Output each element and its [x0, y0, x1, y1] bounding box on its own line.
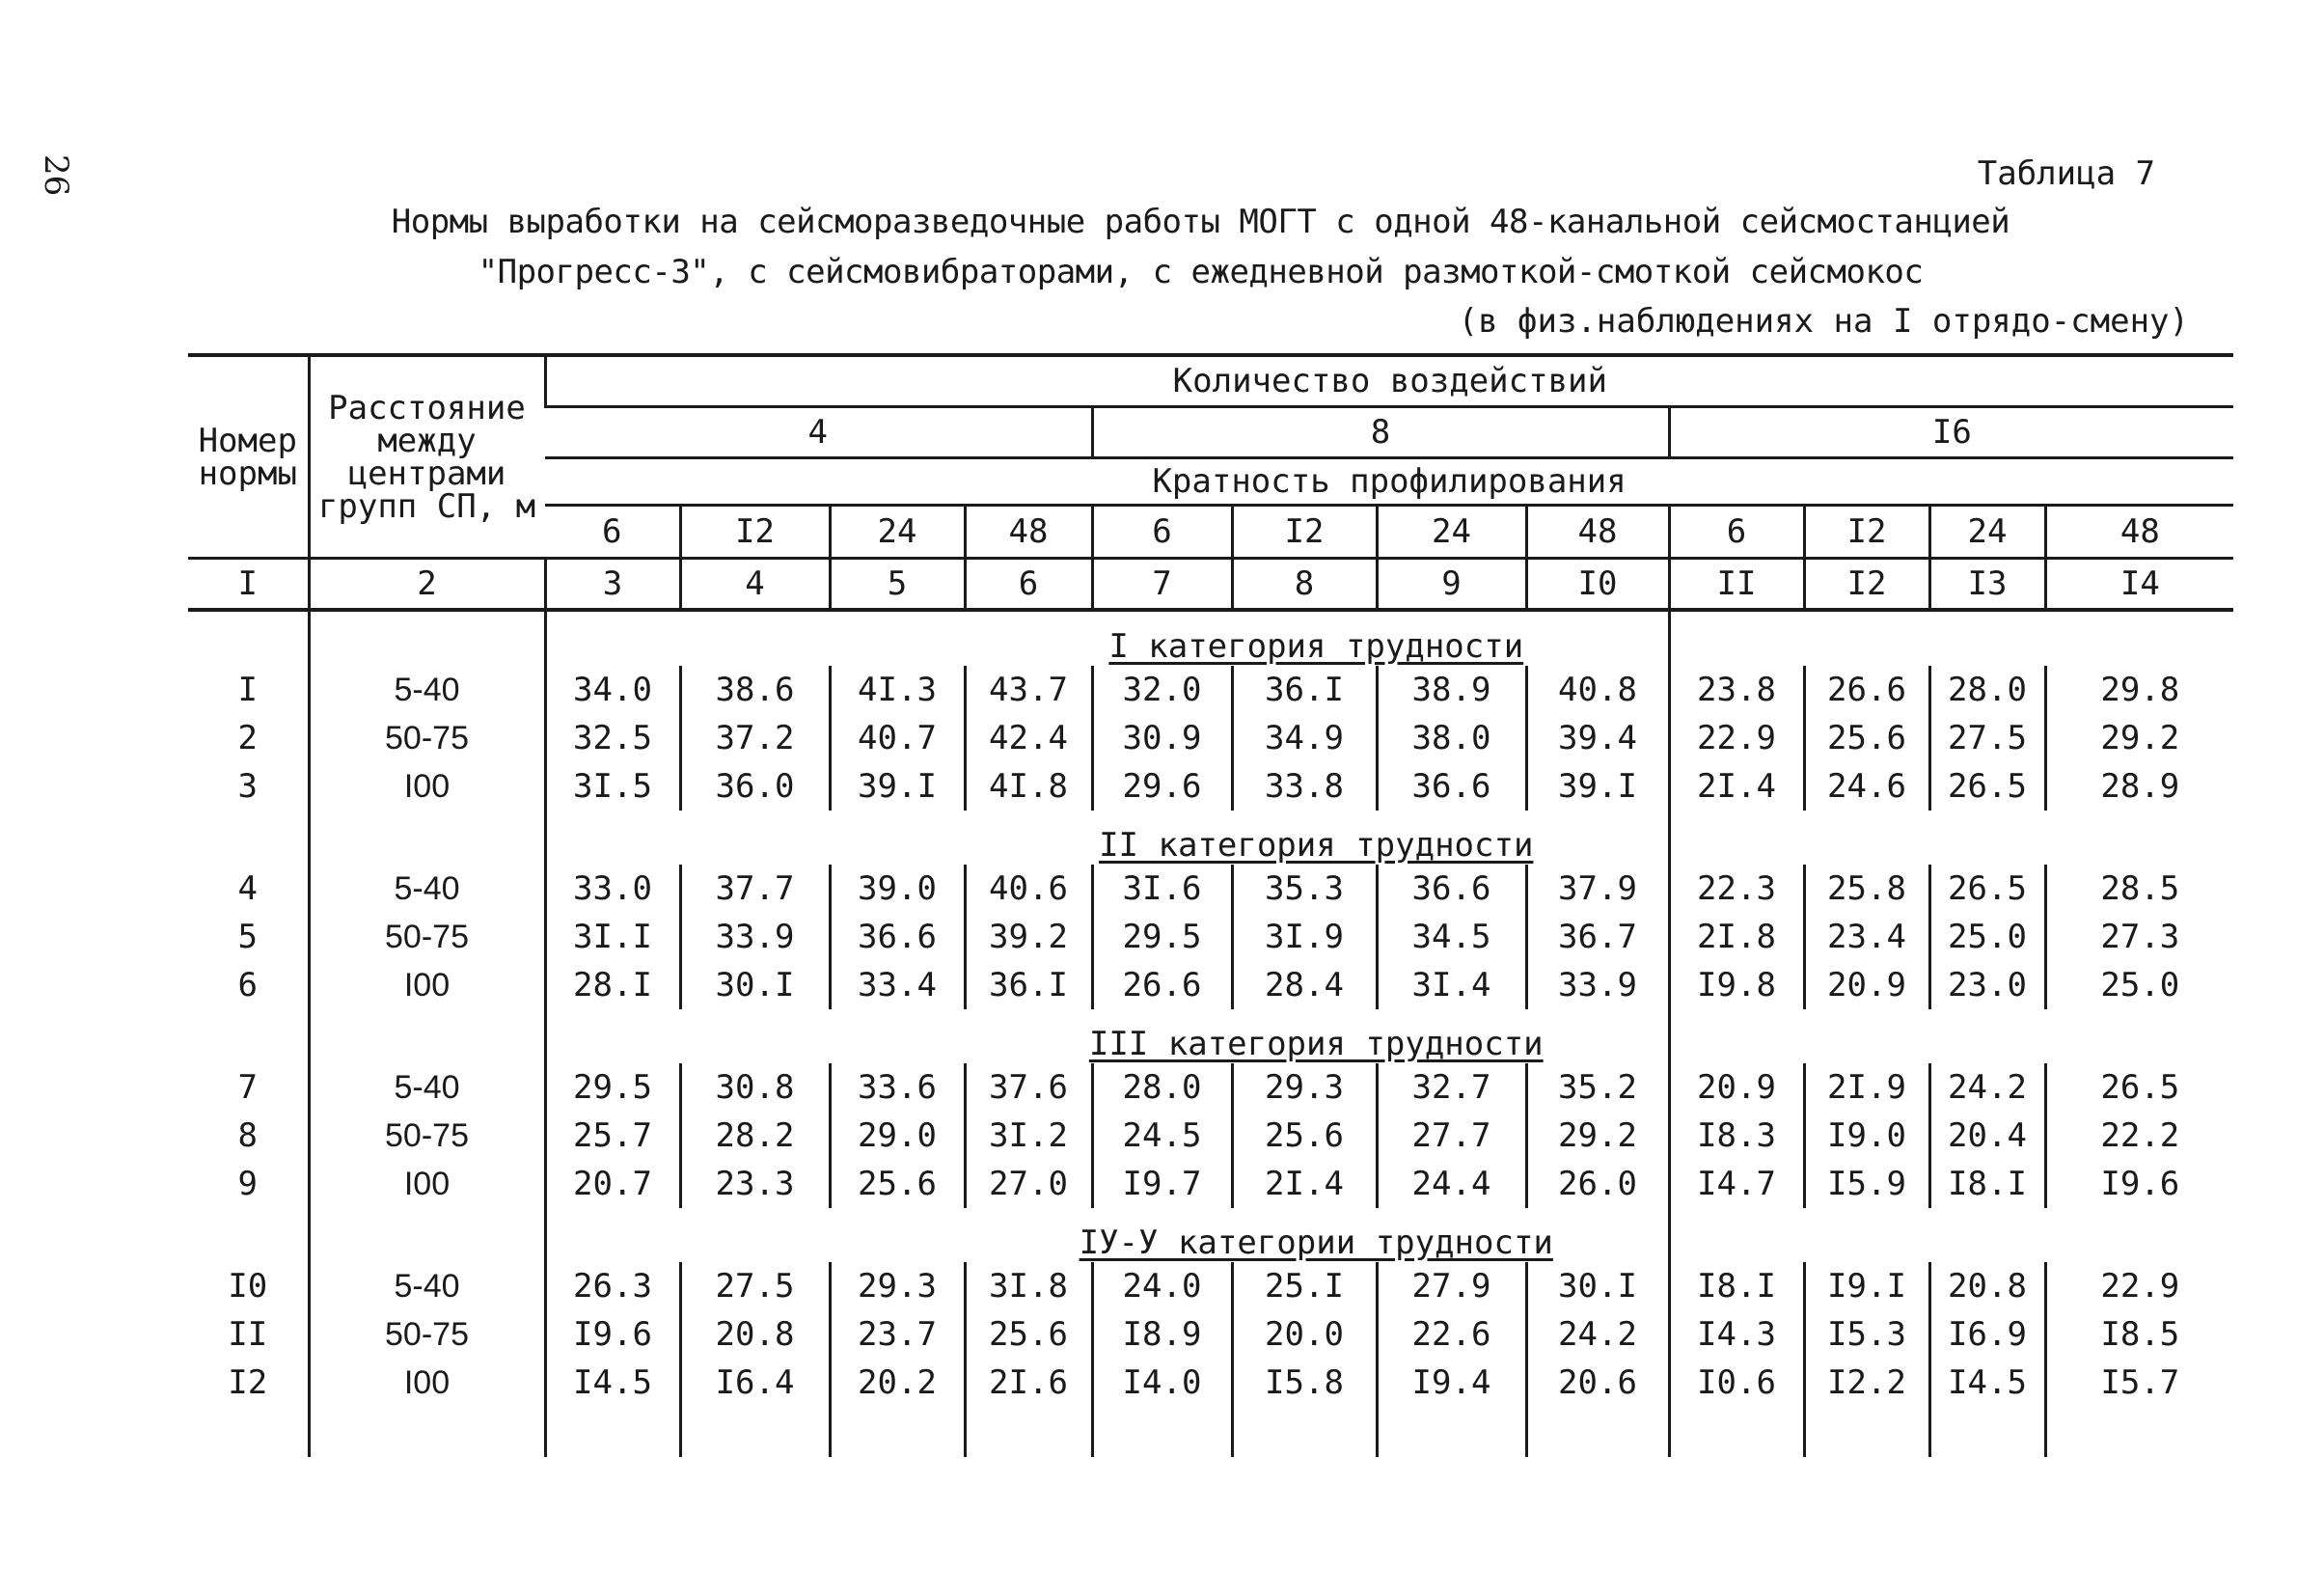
value-cell: 29.3	[830, 1262, 965, 1310]
value-cell: 29.2	[2045, 714, 2233, 762]
value-cell: 34.9	[1232, 714, 1377, 762]
category-spacer	[1669, 1208, 2233, 1262]
value-cell: 29.5	[1092, 913, 1232, 961]
value-cell: 25.6	[965, 1310, 1092, 1359]
value-cell: 27.3	[2045, 913, 2233, 961]
distance-cell: I00	[309, 1160, 545, 1208]
category-label: III категория трудности	[1088, 1025, 1544, 1063]
value-cell: 28.9	[2045, 762, 2233, 811]
value-cell: 26.3	[545, 1262, 680, 1310]
value-cell: I8.3	[1669, 1112, 1804, 1160]
value-cell: 20.7	[545, 1160, 680, 1208]
value-cell: 24.6	[1804, 762, 1929, 811]
multiplicity-header-cell: 6	[1669, 506, 1804, 559]
norm-number-cell: 7	[237, 1068, 258, 1107]
tail-cell	[680, 1407, 830, 1457]
value-cell: 35.3	[1232, 865, 1377, 913]
value-cell: 20.9	[1804, 961, 1929, 1009]
category-spacer	[545, 1208, 965, 1262]
value-cell: I4.5	[1929, 1359, 2045, 1407]
norm-number-cell: 8	[237, 1116, 258, 1155]
value-cell: 20.8	[1929, 1262, 2045, 1310]
column-number-cell: 7	[1092, 559, 1232, 611]
category-spacer	[188, 610, 309, 666]
value-cell: 27.5	[1929, 714, 2045, 762]
multiplicity-header-cell: 24	[1929, 506, 2045, 559]
category-label: I категория трудности	[1108, 627, 1524, 666]
category-spacer	[1669, 811, 2233, 865]
distance-cell: 5-40	[309, 1262, 545, 1310]
value-cell: 43.7	[965, 666, 1092, 714]
value-cell: 40.6	[965, 865, 1092, 913]
value-cell: I8.I	[1929, 1160, 2045, 1208]
column-number-cell: I2	[1804, 559, 1929, 611]
value-cell: 4I.3	[830, 666, 965, 714]
value-cell: 2I.4	[1232, 1160, 1377, 1208]
tail-cell	[545, 1407, 680, 1457]
value-cell: 29.5	[545, 1063, 680, 1112]
column-number-cell: 3	[545, 559, 680, 611]
tail-cell	[2045, 1407, 2233, 1457]
value-cell: 29.0	[830, 1112, 965, 1160]
category-label: IУ-У категории трудности	[1079, 1224, 1553, 1262]
value-cell: 24.4	[1377, 1160, 1526, 1208]
value-cell: 36.6	[830, 913, 965, 961]
value-cell: 24.0	[1092, 1262, 1232, 1310]
category-row	[188, 1009, 2233, 1063]
table-tail-row	[188, 1407, 2233, 1457]
table-row	[188, 1262, 2233, 1310]
tail-cell	[965, 1407, 1092, 1457]
value-cell: 26.6	[1092, 961, 1232, 1009]
distance-cell: 50-75	[309, 913, 545, 961]
norm-number-cell: I2	[228, 1363, 268, 1402]
tail-cell	[1804, 1407, 1929, 1457]
value-cell: 23.0	[1929, 961, 2045, 1009]
norm-number-cell: 2	[237, 719, 258, 757]
value-cell: 24.2	[1929, 1063, 2045, 1112]
value-cell: 28.5	[2045, 865, 2233, 913]
value-cell: 3I.5	[545, 762, 680, 811]
value-cell: 3I.I	[545, 913, 680, 961]
value-cell: I9.I	[1804, 1262, 1929, 1310]
value-cell: 38.0	[1377, 714, 1526, 762]
norm-number-cell: 6	[237, 966, 258, 1004]
value-cell: 34.0	[545, 666, 680, 714]
category-spacer	[188, 1009, 309, 1063]
value-cell: 33.9	[1526, 961, 1669, 1009]
category-spacer	[1669, 610, 2233, 666]
category-spacer	[545, 1009, 965, 1063]
tail-cell	[1526, 1407, 1669, 1457]
norm-number-cell: 5	[237, 918, 258, 956]
category-spacer	[309, 610, 545, 666]
value-cell: 25.6	[830, 1160, 965, 1208]
impact-group-header: I6	[1669, 407, 2233, 458]
value-cell: 25.6	[1232, 1112, 1377, 1160]
distance-cell: 50-75	[309, 1310, 545, 1359]
impacts-count-header: Количество воздействий	[545, 355, 2233, 407]
value-cell: 33.8	[1232, 762, 1377, 811]
profiling-multiplicity-header: Кратность профилирования	[545, 458, 2233, 506]
column-number-cell: I4	[2045, 559, 2233, 611]
tail-cell	[830, 1407, 965, 1457]
value-cell: 25.7	[545, 1112, 680, 1160]
value-cell: 38.6	[680, 666, 830, 714]
value-cell: 36.6	[1377, 762, 1526, 811]
value-cell: 22.6	[1377, 1310, 1526, 1359]
category-spacer	[545, 610, 965, 666]
value-cell: 4I.8	[965, 762, 1092, 811]
table-row	[188, 1160, 2233, 1208]
value-cell: 28.0	[1092, 1063, 1232, 1112]
value-cell: 33.4	[830, 961, 965, 1009]
category-row	[188, 811, 2233, 865]
table-title-line-2: "Прогресс-3", с сейсмовибраторами, с ежедневной размоткой-смоткой сейсмокос	[478, 253, 1924, 291]
value-cell: 25.8	[1804, 865, 1929, 913]
multiplicity-header-cell: I2	[1804, 506, 1929, 559]
norm-number-cell: 3	[237, 767, 258, 806]
value-cell: 37.7	[680, 865, 830, 913]
value-cell: 20.4	[1929, 1112, 2045, 1160]
value-cell: 26.5	[1929, 762, 2045, 811]
value-cell: 29.3	[1232, 1063, 1377, 1112]
value-cell: 30.9	[1092, 714, 1232, 762]
value-cell: 39.I	[1526, 762, 1669, 811]
table-row	[188, 1063, 2233, 1112]
value-cell: 28.2	[680, 1112, 830, 1160]
value-cell: 23.8	[1669, 666, 1804, 714]
value-cell: 3I.6	[1092, 865, 1232, 913]
value-cell: 39.2	[965, 913, 1092, 961]
multiplicity-header-cell: 48	[2045, 506, 2233, 559]
value-cell: 25.6	[1804, 714, 1929, 762]
value-cell: 30.I	[680, 961, 830, 1009]
value-cell: 20.0	[1232, 1310, 1377, 1359]
category-spacer	[188, 811, 309, 865]
value-cell: 32.7	[1377, 1063, 1526, 1112]
multiplicity-header-cell: I2	[1232, 506, 1377, 559]
value-cell: I5.7	[2045, 1359, 2233, 1407]
table-row	[188, 666, 2233, 714]
category-spacer	[309, 811, 545, 865]
value-cell: 23.3	[680, 1160, 830, 1208]
value-cell: I8.9	[1092, 1310, 1232, 1359]
value-cell: 39.4	[1526, 714, 1669, 762]
page-number: 26	[37, 154, 75, 197]
value-cell: I8.5	[2045, 1310, 2233, 1359]
tail-cell	[1377, 1407, 1526, 1457]
norms-table-container	[188, 353, 2233, 1457]
value-cell: 24.5	[1092, 1112, 1232, 1160]
distance-cell: I00	[309, 762, 545, 811]
norm-number-cell: I0	[228, 1267, 268, 1306]
norm-number-header: Номер нормы	[188, 355, 309, 559]
value-cell: 40.7	[830, 714, 965, 762]
table-row	[188, 961, 2233, 1009]
multiplicity-header-cell: I2	[680, 506, 830, 559]
value-cell: I9.4	[1377, 1359, 1526, 1407]
tail-cell	[1669, 1407, 1804, 1457]
value-cell: 36.0	[680, 762, 830, 811]
value-cell: 2I.4	[1669, 762, 1804, 811]
multiplicity-header-cell: 24	[1377, 506, 1526, 559]
value-cell: I8.I	[1669, 1262, 1804, 1310]
category-spacer	[1669, 1009, 2233, 1063]
column-number-cell: I0	[1526, 559, 1669, 611]
table-label: Таблица 7	[1977, 154, 2155, 193]
value-cell: 37.2	[680, 714, 830, 762]
value-cell: 25.I	[1232, 1262, 1377, 1310]
value-cell: 22.9	[2045, 1262, 2233, 1310]
value-cell: I0.6	[1669, 1359, 1804, 1407]
distance-cell: 50-75	[309, 714, 545, 762]
value-cell: 30.8	[680, 1063, 830, 1112]
value-cell: 33.9	[680, 913, 830, 961]
value-cell: 42.4	[965, 714, 1092, 762]
value-cell: I4.5	[545, 1359, 680, 1407]
value-cell: 20.2	[830, 1359, 965, 1407]
value-cell: 20.8	[680, 1310, 830, 1359]
value-cell: 38.9	[1377, 666, 1526, 714]
value-cell: I9.8	[1669, 961, 1804, 1009]
value-cell: 37.9	[1526, 865, 1669, 913]
distance-cell: 5-40	[309, 865, 545, 913]
value-cell: I6.9	[1929, 1310, 2045, 1359]
value-cell: I9.6	[2045, 1160, 2233, 1208]
tail-cell	[309, 1407, 545, 1457]
value-cell: 22.2	[2045, 1112, 2233, 1160]
value-cell: 20.9	[1669, 1063, 1804, 1112]
tail-cell	[1092, 1407, 1232, 1457]
value-cell: 28.I	[545, 961, 680, 1009]
value-cell: 33.0	[545, 865, 680, 913]
multiplicity-header-cell: 48	[1526, 506, 1669, 559]
column-number-cell: II	[1669, 559, 1804, 611]
column-number-cell: 8	[1232, 559, 1377, 611]
category-spacer	[188, 1208, 309, 1262]
value-cell: 27.9	[1377, 1262, 1526, 1310]
table-title-line-1: Нормы выработки на сейсморазведочные работы МОГТ с одной 48-канальной сейсмостанцией	[391, 203, 2010, 241]
value-cell: 23.7	[830, 1310, 965, 1359]
norm-number-cell: 4	[237, 869, 258, 908]
distance-header: Расстояние между центрами групп СП, м	[309, 355, 545, 559]
distance-cell: I00	[309, 961, 545, 1009]
value-cell: 25.0	[2045, 961, 2233, 1009]
value-cell: 29.2	[1526, 1112, 1669, 1160]
category-spacer	[545, 811, 965, 865]
column-number-cell: I	[188, 559, 309, 611]
value-cell: 23.4	[1804, 913, 1929, 961]
value-cell: I5.3	[1804, 1310, 1929, 1359]
value-cell: 25.0	[1929, 913, 2045, 961]
category-spacer	[309, 1208, 545, 1262]
value-cell: 36.I	[1232, 666, 1377, 714]
multiplicity-header-cell: 6	[545, 506, 680, 559]
value-cell: 3I.8	[965, 1262, 1092, 1310]
value-cell: 29.8	[2045, 666, 2233, 714]
distance-cell: 5-40	[309, 666, 545, 714]
table-row	[188, 1112, 2233, 1160]
column-number-cell: 9	[1377, 559, 1526, 611]
category-row	[188, 610, 2233, 666]
column-number-cell: 5	[830, 559, 965, 611]
value-cell: I4.3	[1669, 1310, 1804, 1359]
distance-cell: 50-75	[309, 1112, 545, 1160]
value-cell: 36.7	[1526, 913, 1669, 961]
value-cell: 36.6	[1377, 865, 1526, 913]
value-cell: 22.3	[1669, 865, 1804, 913]
value-cell: 29.6	[1092, 762, 1232, 811]
table-row	[188, 865, 2233, 913]
column-number-cell: 2	[309, 559, 545, 611]
value-cell: 36.I	[965, 961, 1092, 1009]
value-cell: I4.7	[1669, 1160, 1804, 1208]
table-row	[188, 1310, 2233, 1359]
value-cell: 35.2	[1526, 1063, 1669, 1112]
value-cell: 2I.8	[1669, 913, 1804, 961]
tail-cell	[1929, 1407, 2045, 1457]
norms-table	[188, 353, 2233, 1457]
value-cell: I6.4	[680, 1359, 830, 1407]
value-cell: 39.I	[830, 762, 965, 811]
value-cell: 3I.4	[1377, 961, 1526, 1009]
tail-cell	[1232, 1407, 1377, 1457]
value-cell: 26.5	[2045, 1063, 2233, 1112]
value-cell: 26.6	[1804, 666, 1929, 714]
value-cell: 37.6	[965, 1063, 1092, 1112]
value-cell: 2I.9	[1804, 1063, 1929, 1112]
value-cell: 24.2	[1526, 1310, 1669, 1359]
value-cell: 32.5	[545, 714, 680, 762]
value-cell: I9.7	[1092, 1160, 1232, 1208]
norm-number-cell: I	[237, 671, 258, 709]
value-cell: 3I.9	[1232, 913, 1377, 961]
distance-cell: 5-40	[309, 1063, 545, 1112]
value-cell: I9.6	[545, 1310, 680, 1359]
value-cell: I2.2	[1804, 1359, 1929, 1407]
value-cell: I5.8	[1232, 1359, 1377, 1407]
multiplicity-header-cell: 6	[1092, 506, 1232, 559]
category-row	[188, 1208, 2233, 1262]
value-cell: 26.0	[1526, 1160, 1669, 1208]
value-cell: 27.5	[680, 1262, 830, 1310]
value-cell: 34.5	[1377, 913, 1526, 961]
value-cell: 28.4	[1232, 961, 1377, 1009]
multiplicity-header-cell: 48	[965, 506, 1092, 559]
value-cell: 26.5	[1929, 865, 2045, 913]
impact-group-header: 8	[1092, 407, 1669, 458]
norm-number-cell: II	[228, 1315, 268, 1354]
value-cell: 22.9	[1669, 714, 1804, 762]
column-number-cell: 6	[965, 559, 1092, 611]
value-cell: 28.0	[1929, 666, 2045, 714]
table-row	[188, 913, 2233, 961]
column-number-cell: 4	[680, 559, 830, 611]
table-row	[188, 1359, 2233, 1407]
distance-cell: I00	[309, 1359, 545, 1407]
value-cell: 27.7	[1377, 1112, 1526, 1160]
value-cell: 27.0	[965, 1160, 1092, 1208]
table-subtitle: (в физ.наблюдениях на I отрядо-смену)	[1458, 302, 2189, 341]
value-cell: 33.6	[830, 1063, 965, 1112]
value-cell: I5.9	[1804, 1160, 1929, 1208]
value-cell: 40.8	[1526, 666, 1669, 714]
value-cell: 3I.2	[965, 1112, 1092, 1160]
value-cell: 30.I	[1526, 1262, 1669, 1310]
value-cell: 2I.6	[965, 1359, 1092, 1407]
value-cell: 39.0	[830, 865, 965, 913]
value-cell: I4.0	[1092, 1359, 1232, 1407]
category-label: II категория трудности	[1099, 826, 1534, 865]
table-row	[188, 714, 2233, 762]
column-number-cell: I3	[1929, 559, 2045, 611]
norm-number-cell: 9	[237, 1165, 258, 1203]
value-cell: 32.0	[1092, 666, 1232, 714]
category-spacer	[309, 1009, 545, 1063]
impact-group-header: 4	[545, 407, 1092, 458]
value-cell: 20.6	[1526, 1359, 1669, 1407]
table-row	[188, 762, 2233, 811]
tail-cell	[188, 1407, 309, 1457]
multiplicity-header-cell: 24	[830, 506, 965, 559]
value-cell: I9.0	[1804, 1112, 1929, 1160]
